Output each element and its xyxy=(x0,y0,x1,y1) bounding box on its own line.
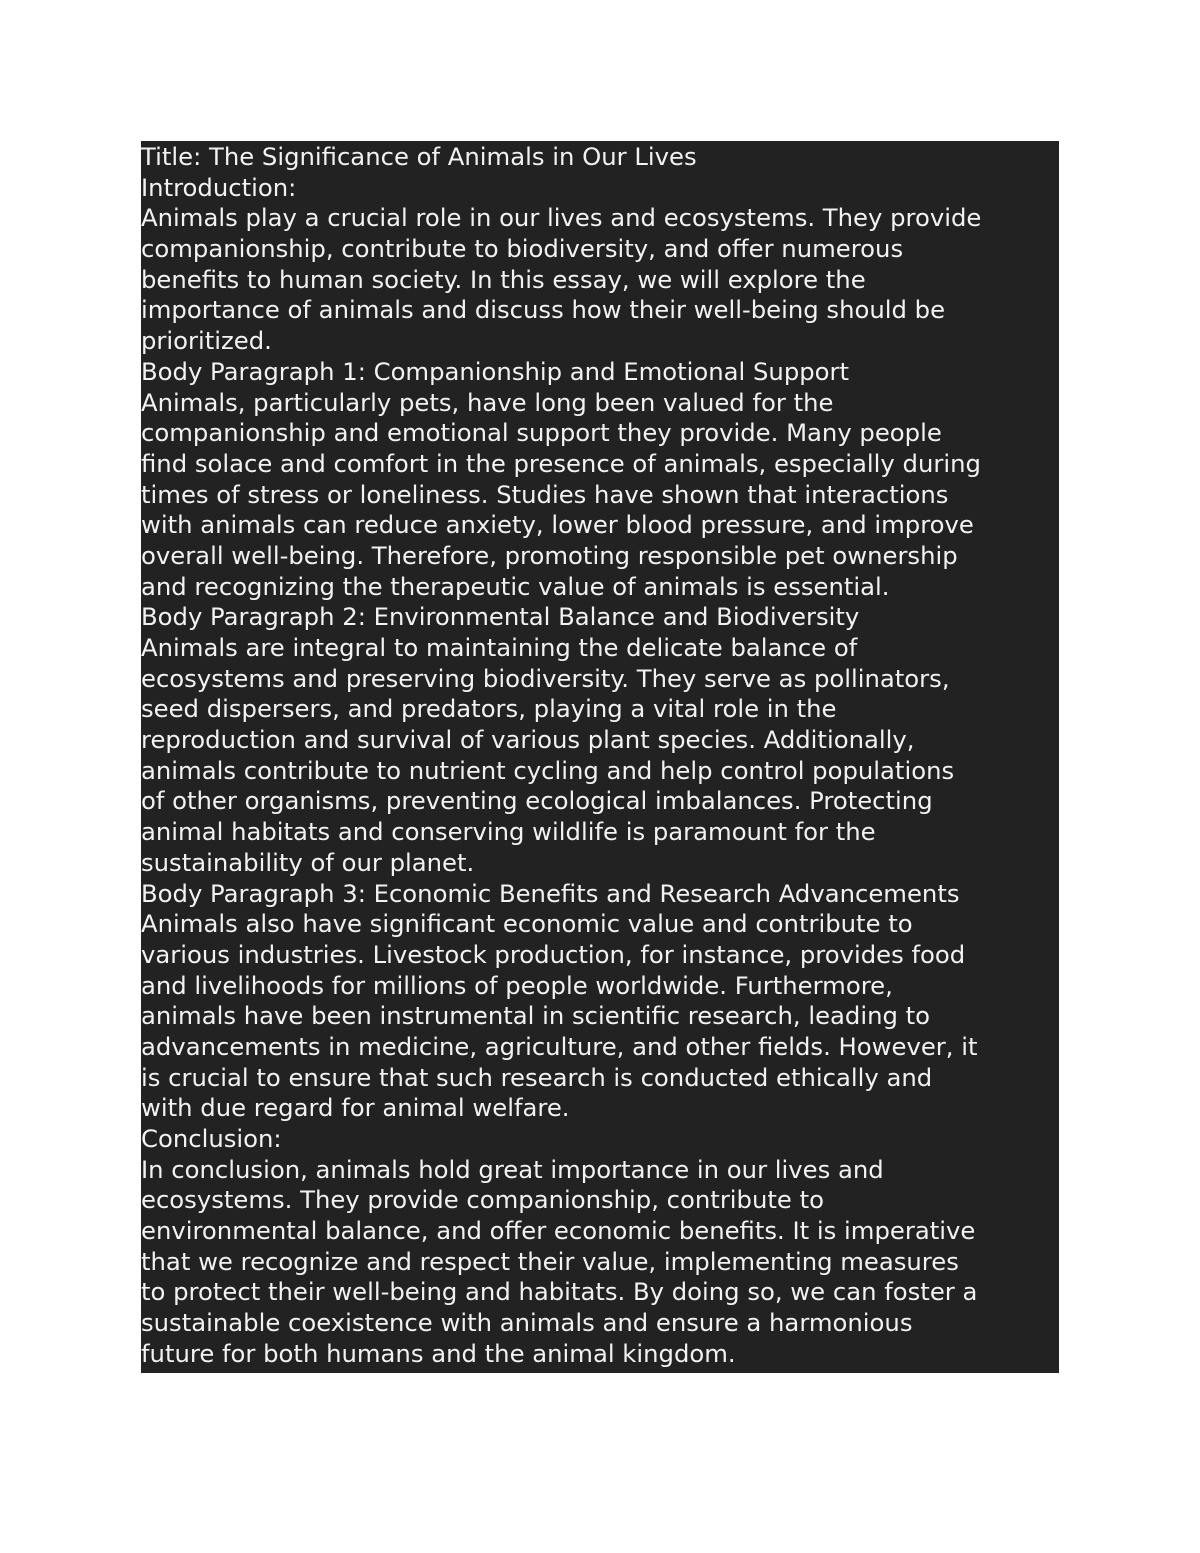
essay-line: prioritized. xyxy=(141,326,272,356)
essay-line: benefits to human society. In this essay, we will explore the xyxy=(141,264,866,294)
essay-line: importance of animals and discuss how their well-being should be xyxy=(141,295,946,325)
essay-line: and livelihoods for millions of people worldwide. Furthermore, xyxy=(141,970,893,1000)
essay-line: is crucial to ensure that such research is conducted ethically and xyxy=(141,1062,933,1092)
essay-line: sustainable coexistence with animals and ensure a harmonious xyxy=(141,1308,913,1338)
essay-line: animal habitats and conserving wildlife is paramount for the xyxy=(141,817,876,847)
essay-line: animals contribute to nutrient cycling and help control populations xyxy=(141,755,955,785)
essay-line: ecosystems. They provide companionship, contribute to xyxy=(141,1185,824,1215)
essay-line: Introduction: xyxy=(141,172,297,202)
essay-line: times of stress or loneliness. Studies have shown that interactions xyxy=(141,479,949,509)
essay-line: with due regard for animal welfare. xyxy=(141,1093,570,1123)
essay-line: find solace and comfort in the presence of animals, especially during xyxy=(141,448,981,478)
essay-line: companionship and emotional support they provide. Many people xyxy=(141,418,942,448)
essay-line: reproduction and survival of various plant species. Additionally, xyxy=(141,725,915,755)
essay-line: and recognizing the therapeutic value of animals is essential. xyxy=(141,571,890,601)
essay-line: future for both humans and the animal kingdom. xyxy=(141,1338,736,1368)
essay-line: Conclusion: xyxy=(141,1124,282,1153)
essay-line: of other organisms, preventing ecological imbalances. Protecting xyxy=(141,786,933,816)
essay-line: Body Paragraph 3: Economic Benefits and Research Advancements xyxy=(141,878,960,908)
essay-line: Body Paragraph 1: Companionship and Emotional Support xyxy=(141,356,850,386)
essay-line: animals have been instrumental in scientific research, leading to xyxy=(141,1001,931,1031)
essay-line: ecosystems and preserving biodiversity. They serve as pollinators, xyxy=(141,663,950,693)
essay-line: to protect their well-being and habitats. By doing so, we can foster a xyxy=(141,1277,978,1307)
essay-line: that we recognize and respect their value, implementing measures xyxy=(141,1246,959,1276)
essay-line: companionship, contribute to biodiversity, and offer numerous xyxy=(141,234,904,264)
essay-line: In conclusion, animals hold great importance in our lives and xyxy=(141,1154,884,1184)
essay-text-block xyxy=(141,141,1059,1373)
essay-line: environmental balance, and offer economic benefits. It is imperative xyxy=(141,1216,976,1246)
essay-line: overall well-being. Therefore, promoting responsible pet ownership xyxy=(141,540,958,570)
essay-line: Animals also have significant economic value and contribute to xyxy=(141,909,913,939)
essay-line: Animals are integral to maintaining the delicate balance of xyxy=(141,633,858,662)
essay-line: advancements in medicine, agriculture, and other fields. However, it xyxy=(141,1031,978,1061)
essay-body xyxy=(141,173,1059,1370)
essay-line: seed dispersers, and predators, playing a vital role in the xyxy=(141,694,837,724)
essay-title: Title: The Significance of Animals in Our Lives xyxy=(141,142,697,171)
essay-line: Animals play a crucial role in our lives and ecosystems. They provide xyxy=(141,203,982,233)
essay-line: sustainability of our planet. xyxy=(141,847,475,877)
essay-line: Animals, particularly pets, have long been valued for the xyxy=(141,387,834,417)
essay-line: Body Paragraph 2: Environmental Balance and Biodiversity xyxy=(141,602,860,632)
essay-line: with animals can reduce anxiety, lower blood pressure, and improve xyxy=(141,510,974,540)
essay-line: various industries. Livestock production, for instance, provides food xyxy=(141,939,966,969)
